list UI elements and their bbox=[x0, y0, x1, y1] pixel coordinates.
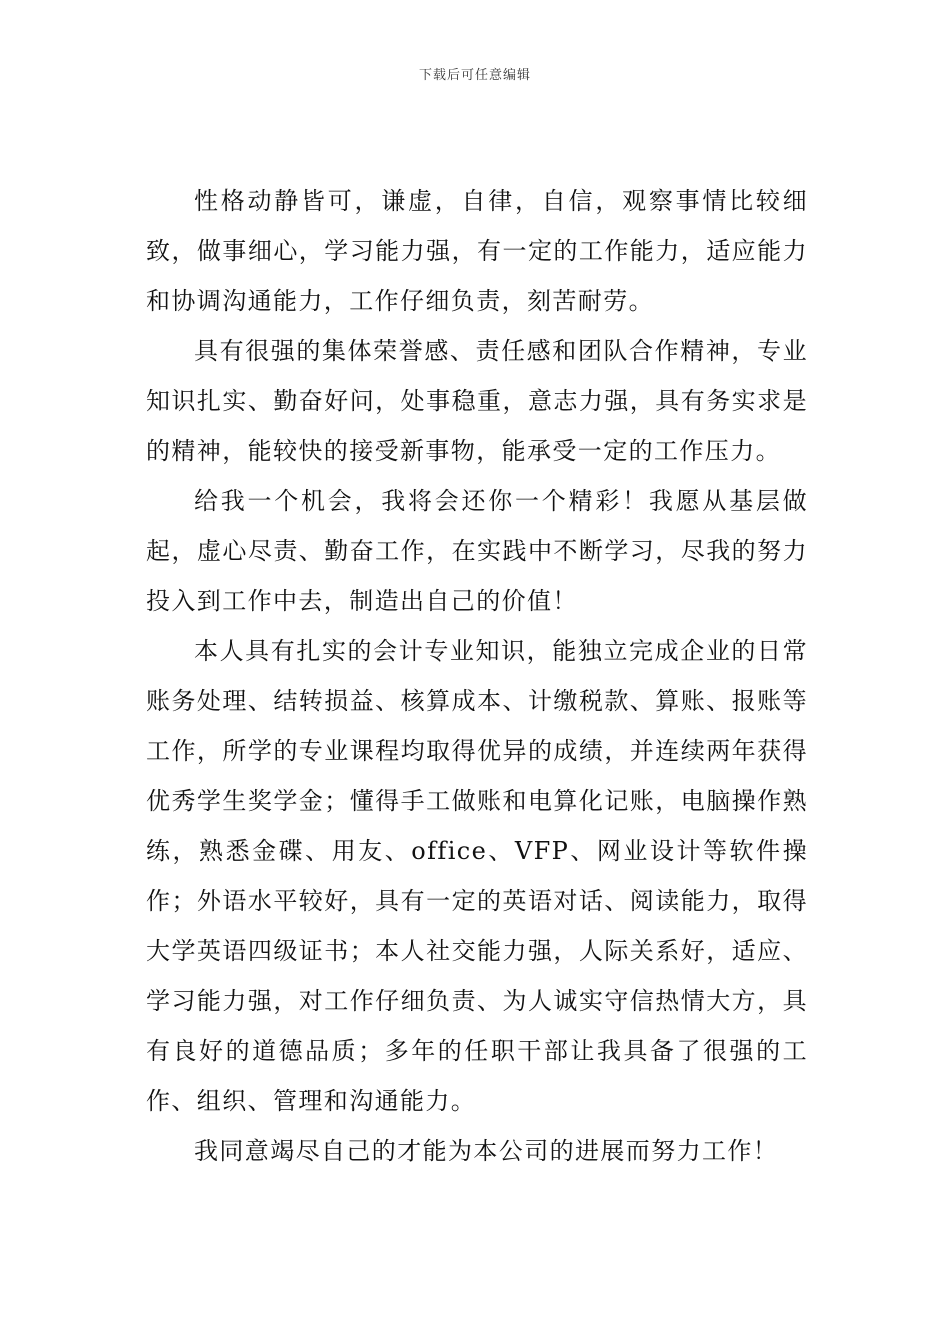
paragraph-skills: 本人具有扎实的会计专业知识，能独立完成企业的日常账务处理、结转损益、核算成本、计缴税款、算账、报账等工作，所学的专业课程均取得优异的成绩，并连续两年获得优秀学生奖学金；懂得手工做账和电算化记账，电脑操作熟练，熟悉金碟、用友、office、VFP、网业设计等软件操作；外语水平较好，具有一定的英语对话、阅读能力，取得大学英语四级证书；本人社交能力强，人际关系好，适应、学习能力强，对工作仔细负责、为人诚实守信热情大方，具有良好的道德品质；多年的任职干部让我具备了很强的工作、组织、管理和沟通能力。 bbox=[146, 637, 808, 1115]
paragraph-teamwork: 具有很强的集体荣誉感、责任感和团队合作精神，专业知识扎实、勤奋好问，处事稳重，意志力强，具有务实求是的精神，能较快的接受新事物，能承受一定的工作压力。 bbox=[146, 337, 808, 465]
document-body bbox=[146, 176, 808, 1176]
paragraph-opportunity: 给我一个机会，我将会还你一个精彩！我愿从基层做起，虚心尽责、勤奋工作，在实践中不断学习，尽我的努力投入到工作中去，制造出自己的价值！ bbox=[146, 487, 808, 615]
page-header: 下载后可任意编辑 bbox=[418, 68, 531, 83]
paragraph-personality: 性格动静皆可，谦虚，自律，自信，观察事情比较细致，做事细心，学习能力强，有一定的工作能力，适应能力和协调沟通能力，工作仔细负责，刻苦耐劳。 bbox=[146, 187, 808, 315]
paragraph-commitment: 我同意竭尽自己的才能为本公司的进展而努力工作！ bbox=[194, 1137, 779, 1165]
